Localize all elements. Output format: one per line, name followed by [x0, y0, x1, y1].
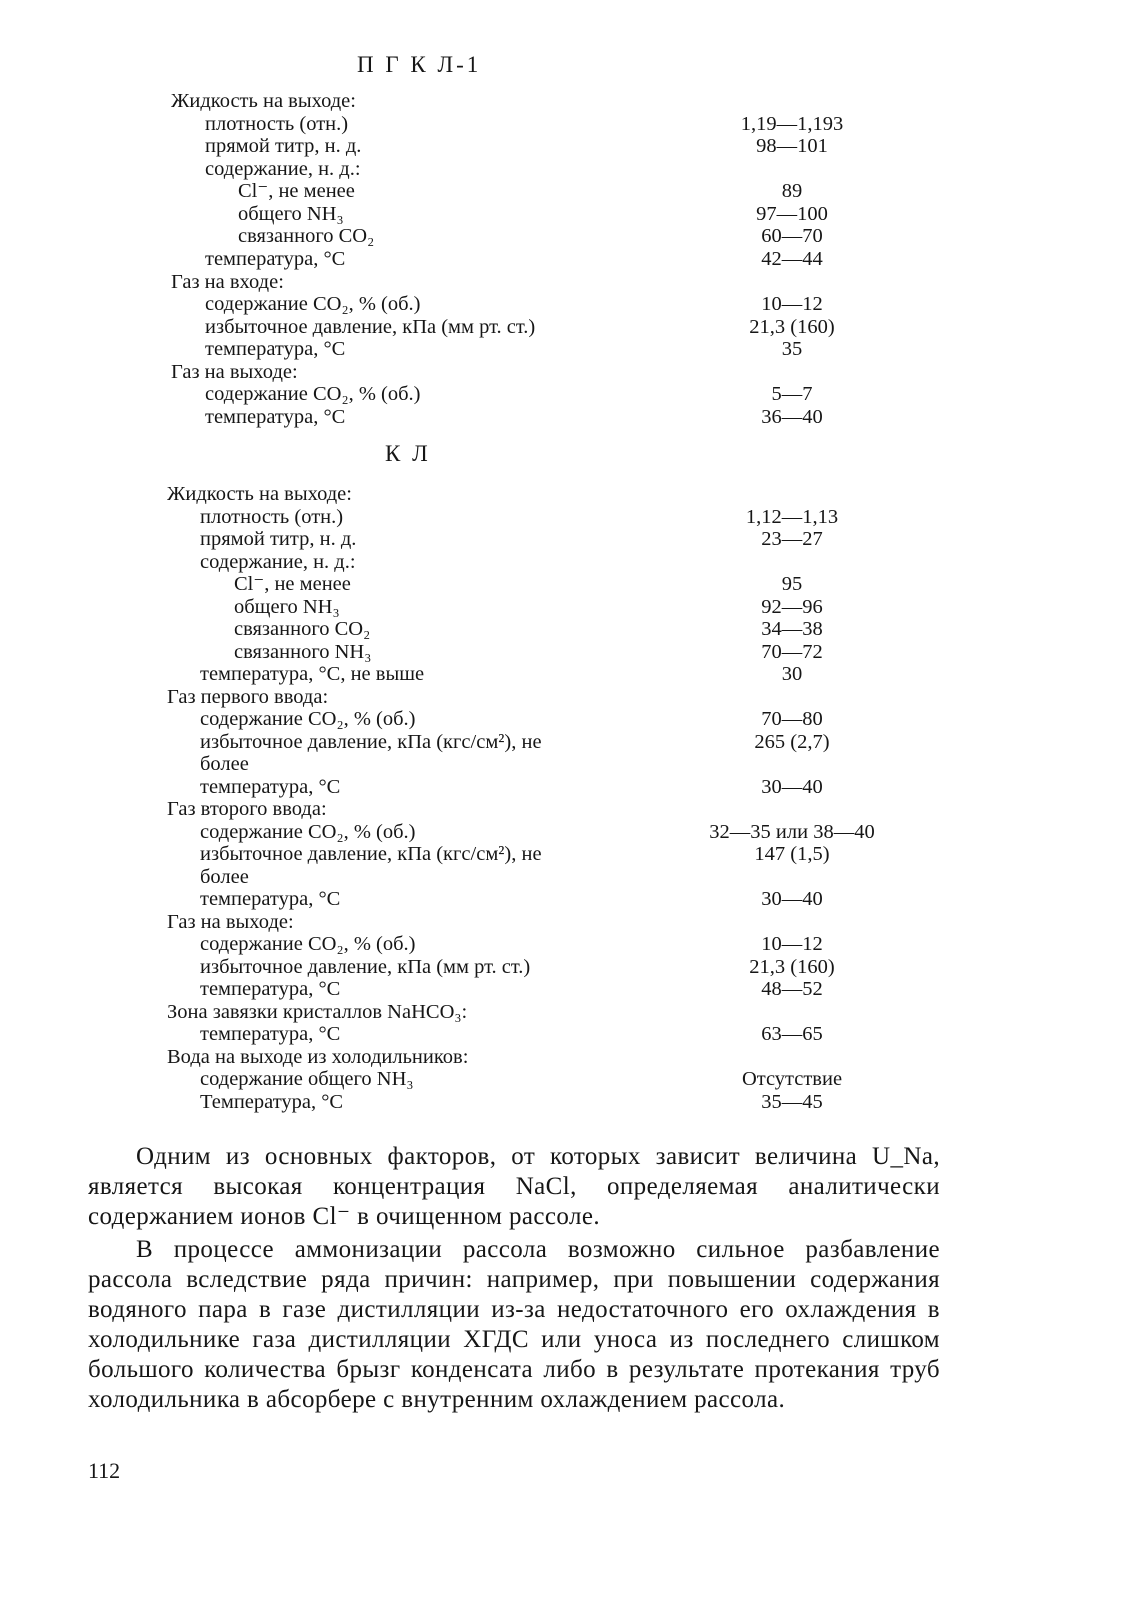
spec-value: 30: [781, 663, 803, 685]
spec-row: [0, 382, 1128, 406]
spec-value: 30—40: [761, 775, 823, 798]
spec-value: 92—96: [761, 595, 823, 618]
spec-label: Температура, °С: [200, 1090, 344, 1113]
spec-row: [0, 112, 1128, 136]
spec-label: содержание CO₂, % (об.): [200, 708, 416, 730]
spec-value: 60—70: [761, 225, 823, 248]
spec-value: 21,3 (160): [749, 315, 835, 338]
spec-value: 89: [781, 180, 803, 203]
spec-label: содержание CO₂, % (об.): [200, 820, 416, 843]
spec-value: 36—40: [761, 405, 823, 428]
spec-row: [0, 247, 1128, 271]
spec-label: температура, °С: [200, 978, 341, 1000]
spec-label: Газ на входе:: [171, 270, 284, 293]
spec-row: [0, 842, 1128, 866]
spec-value: 5—7: [771, 383, 813, 406]
spec-label: Вода на выходе из холодильников:: [167, 1045, 469, 1068]
spec-row: [0, 662, 1128, 686]
spec-row: [0, 775, 1128, 799]
spec-label: содержание CO₂, % (об.): [205, 293, 421, 316]
spec-value: 265 (2,7): [754, 730, 830, 753]
spec-row: [0, 955, 1128, 979]
spec-value: 98—101: [756, 135, 828, 158]
spec-label: прямой титр, н. д.: [200, 528, 357, 550]
spec-row: [0, 977, 1128, 1001]
spec-row: [0, 572, 1128, 596]
spec-label: избыточное давление, кПа (кгс/см²), не: [200, 730, 542, 753]
spec-label: Жидкость на выходе:: [171, 90, 356, 112]
spec-label: Газ первого ввода:: [167, 685, 329, 708]
section-title-kl: К Л: [385, 441, 431, 466]
spec-label: содержание общего NH₃: [200, 1068, 414, 1090]
spec-label: связанного CO₂: [234, 618, 371, 640]
spec-label: более: [200, 865, 249, 888]
spec-label: Cl⁻, не менее: [238, 180, 355, 203]
spec-value: 23—27: [761, 528, 823, 550]
spec-label: избыточное давление, кПа (мм рт. ст.): [205, 315, 536, 338]
spec-value: 35—45: [761, 1090, 823, 1113]
spec-row: [0, 505, 1128, 529]
spec-value: 48—52: [761, 978, 823, 1000]
body-text: [88, 1142, 940, 1415]
spec-row: [0, 360, 1128, 384]
spec-row: [0, 179, 1128, 203]
spec-value: 1,12—1,13: [745, 505, 839, 528]
spec-row: [0, 482, 1128, 506]
paragraph: В процессе аммонизации рассола возможно сильное разбавление рассола вследствие ряда причин: например, при повышении содержания водяного пара в газе дистилляции из-за недостаточного его охлаждения в холодильнике газа дистилляции ХГДС или уноса из последнего слишком большого количества брызг конденсата либо в результате протекания труб холодильника в абсорбере с внутренним охлаждением рассола.: [88, 1236, 940, 1413]
spec-value: Отсутствие: [741, 1068, 843, 1090]
spec-label: Газ на выходе:: [167, 910, 294, 933]
spec-row: [0, 730, 1128, 754]
spec-row: [0, 1067, 1128, 1091]
spec-row: [0, 134, 1128, 158]
spec-row: [0, 157, 1128, 181]
spec-row: [0, 1045, 1128, 1069]
spec-label: температура, °С, не выше: [200, 663, 425, 685]
spec-row: [0, 617, 1128, 641]
spec-label: содержание, н. д.:: [200, 550, 356, 573]
spec-label: температура, °С: [200, 888, 341, 910]
spec-value: 21,3 (160): [749, 955, 835, 978]
spec-row: [0, 865, 1128, 889]
section-title-pgkl: П Г К Л-1: [357, 52, 482, 77]
spec-label: температура, °С: [205, 405, 346, 428]
spec-row: [0, 640, 1128, 664]
spec-label: плотность (отн.): [200, 505, 344, 528]
spec-row: [0, 910, 1128, 934]
spec-value: 32—35 или 38—40: [709, 820, 875, 843]
spec-value: 30—40: [761, 888, 823, 910]
spec-value: 63—65: [761, 1023, 823, 1045]
spec-label: Газ второго ввода:: [167, 798, 327, 820]
spec-label: температура, °С: [200, 775, 341, 798]
spec-row: [0, 1000, 1128, 1024]
spec-row: [0, 315, 1128, 339]
spec-row: [0, 707, 1128, 731]
spec-label: плотность (отн.): [205, 112, 349, 135]
spec-row: [0, 292, 1128, 316]
spec-label: температура, °С: [200, 1023, 341, 1045]
spec-label: связанного CO₂: [238, 225, 375, 248]
spec-value: 1,19—1,193: [740, 112, 844, 135]
spec-label: температура, °С: [205, 338, 346, 361]
spec-row: [0, 337, 1128, 361]
spec-value: 10—12: [761, 293, 823, 316]
paragraph: Одним из основных факторов, от которых зависит величина U_Na, является высокая концентрация NaCl, определяемая аналитически содержанием ионов Cl⁻ в очищенном рассоле.: [88, 1143, 940, 1230]
spec-label: прямой титр, н. д.: [205, 135, 362, 158]
spec-row: [0, 595, 1128, 619]
spec-row: [0, 820, 1128, 844]
spec-value: 70—72: [761, 640, 823, 663]
spec-row: [0, 89, 1128, 113]
spec-row: [0, 752, 1128, 776]
spec-row: [0, 797, 1128, 821]
spec-row: [0, 685, 1128, 709]
spec-label: содержание, н. д.:: [205, 157, 361, 180]
spec-label: Жидкость на выходе:: [167, 483, 352, 505]
spec-label: общего NH₃: [234, 595, 340, 618]
spec-row: [0, 887, 1128, 911]
spec-row: [0, 932, 1128, 956]
spec-value: 34—38: [761, 618, 823, 640]
spec-row: [0, 1090, 1128, 1114]
spec-label: содержание CO₂, % (об.): [205, 383, 421, 406]
spec-row: [0, 202, 1128, 226]
spec-row: [0, 270, 1128, 294]
spec-row: [0, 550, 1128, 574]
spec-row: [0, 527, 1128, 551]
spec-label: избыточное давление, кПа (мм рт. ст.): [200, 955, 531, 978]
spec-value: 147 (1,5): [754, 843, 830, 865]
spec-label: содержание CO₂, % (об.): [200, 933, 416, 955]
spec-value: 35: [781, 338, 803, 361]
spec-value: 10—12: [761, 933, 823, 955]
spec-value: 70—80: [761, 708, 823, 730]
spec-value: 97—100: [756, 202, 828, 225]
spec-value: 42—44: [761, 247, 823, 270]
spec-label: Газ на выходе:: [171, 360, 298, 383]
spec-label: Cl⁻, не менее: [234, 573, 351, 595]
spec-row: [0, 224, 1128, 248]
spec-label: избыточное давление, кПа (кгс/см²), не: [200, 843, 542, 865]
spec-value: 95: [781, 573, 803, 595]
spec-row: [0, 405, 1128, 429]
spec-row: [0, 1022, 1128, 1046]
spec-label: связанного NH₃: [234, 640, 372, 663]
spec-label: температура, °С: [205, 247, 346, 270]
spec-label: Зона завязки кристаллов NaHCO₃:: [167, 1000, 468, 1023]
spec-label: более: [200, 753, 249, 775]
spec-label: общего NH₃: [238, 202, 344, 225]
page-number: 112: [88, 1458, 121, 1483]
